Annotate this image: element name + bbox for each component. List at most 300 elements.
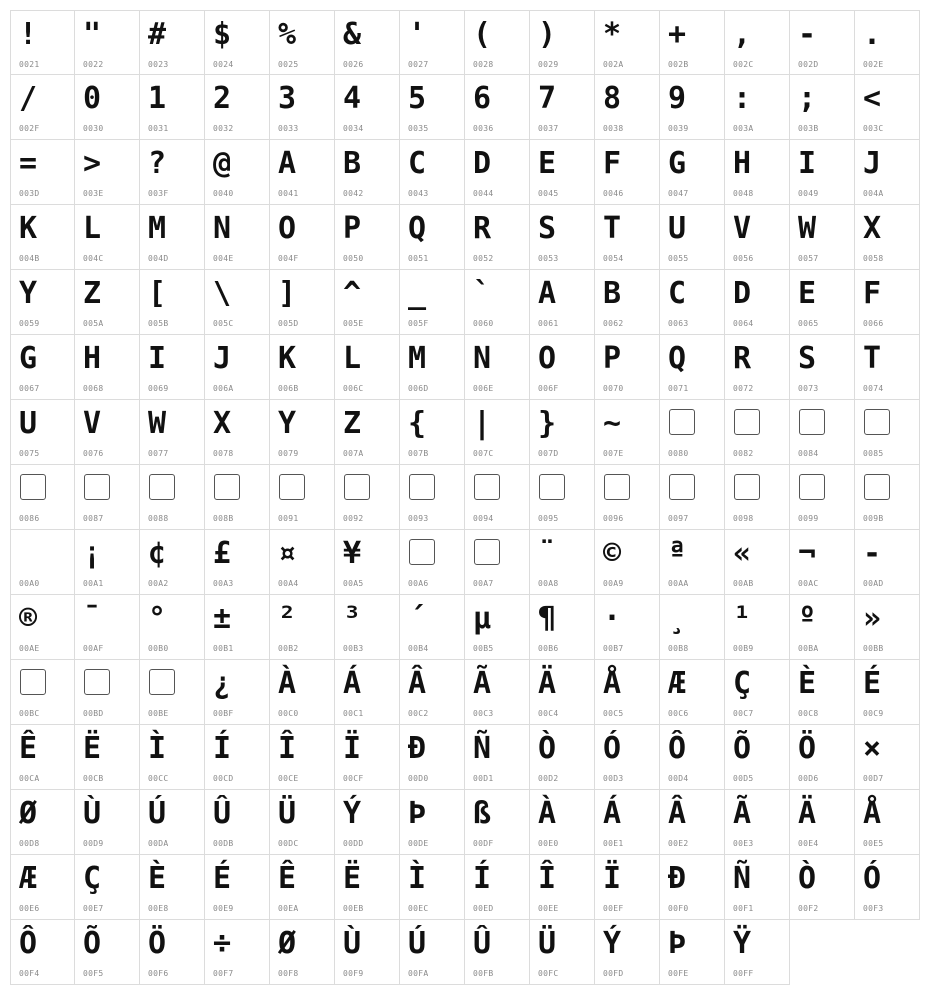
glyph-code: 00C4 [538, 709, 559, 718]
glyph-code: 0088 [148, 514, 169, 523]
glyph-cell [530, 855, 595, 920]
glyph-cell [725, 660, 790, 725]
glyph-cell [335, 400, 400, 465]
glyph-cell [855, 790, 920, 855]
glyph-code: 0073 [798, 384, 819, 393]
glyph-cell [790, 790, 855, 855]
glyph-code: 0091 [278, 514, 299, 523]
glyph-char: Q [668, 341, 687, 376]
glyph-code: 00EE [538, 904, 559, 913]
glyph-char: R [473, 211, 492, 246]
glyph-code: 00FE [668, 969, 689, 978]
glyph-char: U [668, 211, 687, 246]
glyph-char: = [19, 146, 38, 181]
glyph-cell [530, 465, 595, 530]
glyph-char: À [278, 666, 297, 701]
glyph-cell [400, 205, 465, 270]
glyph-char: ` [473, 276, 492, 311]
glyph-char: W [148, 406, 167, 441]
missing-glyph-box-icon [20, 669, 46, 695]
glyph-code: 00FB [473, 969, 494, 978]
glyph-char: + [668, 17, 687, 52]
glyph-cell [530, 400, 595, 465]
glyph-cell [75, 400, 140, 465]
glyph-cell [335, 790, 400, 855]
glyph-cell [530, 205, 595, 270]
glyph-code: 0070 [603, 384, 624, 393]
glyph-char: ; [798, 81, 817, 116]
glyph-code: 00DE [408, 839, 429, 848]
glyph-char: A [278, 146, 297, 181]
glyph-char: P [343, 211, 362, 246]
glyph-code: 00CD [213, 774, 234, 783]
glyph-char: ß [473, 796, 492, 831]
glyph-cell [855, 335, 920, 400]
glyph-char: × [863, 731, 882, 766]
glyph-char: Å [603, 666, 622, 701]
glyph-char: . [863, 17, 882, 52]
glyph-code: 00DC [278, 839, 299, 848]
glyph-cell [790, 465, 855, 530]
glyph-char: @ [213, 146, 232, 181]
glyph-cell [465, 205, 530, 270]
missing-glyph-box-icon [864, 474, 890, 500]
glyph-cell [855, 595, 920, 660]
glyph-char: Þ [408, 796, 427, 831]
glyph-cell [335, 335, 400, 400]
glyph-code: 0046 [603, 189, 624, 198]
glyph-char: ¶ [538, 601, 557, 636]
glyph-char: ¨ [538, 536, 557, 571]
glyph-char: Z [83, 276, 102, 311]
glyph-cell [465, 790, 530, 855]
glyph-char: J [213, 341, 232, 376]
glyph-char: © [603, 536, 622, 571]
glyph-char: } [538, 406, 557, 441]
glyph-char: - [863, 536, 882, 571]
glyph-cell [270, 10, 335, 75]
glyph-code: 00F4 [19, 969, 40, 978]
glyph-cell [270, 660, 335, 725]
glyph-cell [75, 75, 140, 140]
glyph-cell [790, 205, 855, 270]
glyph-code: 00A5 [343, 579, 364, 588]
glyph-char: Ê [278, 861, 297, 896]
glyph-code: 00C1 [343, 709, 364, 718]
glyph-cell [790, 725, 855, 790]
glyph-char: T [603, 211, 622, 246]
glyph-code: 009B [863, 514, 884, 523]
glyph-char: V [733, 211, 752, 246]
glyph-cell [855, 725, 920, 790]
glyph-cell [465, 595, 530, 660]
glyph-char: Ú [408, 926, 427, 961]
glyph-code: 0048 [733, 189, 754, 198]
glyph-cell [205, 10, 270, 75]
glyph-cell [790, 530, 855, 595]
glyph-cell [140, 335, 205, 400]
glyph-cell [400, 725, 465, 790]
glyph-code: 0036 [473, 124, 494, 133]
glyph-char: F [863, 276, 882, 311]
glyph-char: N [473, 341, 492, 376]
glyph-code: 0024 [213, 60, 234, 69]
glyph-char: ~ [603, 406, 622, 441]
glyph-cell [660, 530, 725, 595]
glyph-code: 005D [278, 319, 299, 328]
glyph-code: 00A2 [148, 579, 169, 588]
glyph-code: 00AB [733, 579, 754, 588]
glyph-cell [400, 140, 465, 205]
glyph-char: Ñ [733, 861, 752, 896]
glyph-code: 00A6 [408, 579, 429, 588]
glyph-code: 005F [408, 319, 429, 328]
glyph-char: B [343, 146, 362, 181]
glyph-code: 002C [733, 60, 754, 69]
glyph-cell [855, 140, 920, 205]
glyph-code: 00BF [213, 709, 234, 718]
glyph-cell [660, 465, 725, 530]
glyph-char: À [538, 796, 557, 831]
glyph-cell [400, 335, 465, 400]
glyph-cell [725, 140, 790, 205]
glyph-code: 0065 [798, 319, 819, 328]
glyph-cell [140, 920, 205, 985]
glyph-cell [595, 400, 660, 465]
glyph-cell [595, 10, 660, 75]
glyph-code: 00BD [83, 709, 104, 718]
missing-glyph-box-icon [604, 474, 630, 500]
glyph-char: Æ [19, 861, 38, 896]
glyph-cell [465, 270, 530, 335]
glyph-code: 00D3 [603, 774, 624, 783]
glyph-char: M [148, 211, 167, 246]
glyph-char: P [603, 341, 622, 376]
glyph-char: Ì [408, 861, 427, 896]
glyph-cell [10, 10, 75, 75]
glyph-cell [725, 10, 790, 75]
glyph-code: 007D [538, 449, 559, 458]
missing-glyph-box-icon [799, 409, 825, 435]
glyph-code: 00E7 [83, 904, 104, 913]
glyph-code: 0099 [798, 514, 819, 523]
glyph-code: 004A [863, 189, 884, 198]
glyph-char: ² [278, 601, 297, 636]
glyph-cell [660, 595, 725, 660]
glyph-cell [660, 75, 725, 140]
glyph-code: 002F [19, 124, 40, 133]
glyph-char: U [19, 406, 38, 441]
glyph-cell [75, 205, 140, 270]
glyph-char: < [863, 81, 882, 116]
glyph-cell [10, 205, 75, 270]
glyph-code: 003E [83, 189, 104, 198]
glyph-cell [725, 530, 790, 595]
glyph-cell [725, 75, 790, 140]
glyph-code: 002E [863, 60, 884, 69]
missing-glyph-box-icon [799, 474, 825, 500]
glyph-char: Z [343, 406, 362, 441]
glyph-code: 00FA [408, 969, 429, 978]
glyph-char: R [733, 341, 752, 376]
glyph-cell [465, 920, 530, 985]
glyph-cell [140, 140, 205, 205]
glyph-code: 0043 [408, 189, 429, 198]
glyph-code: 0021 [19, 60, 40, 69]
glyph-code: 00F6 [148, 969, 169, 978]
glyph-char: C [408, 146, 427, 181]
glyph-char: 6 [473, 81, 492, 116]
glyph-code: 0082 [733, 449, 754, 458]
glyph-cell [400, 855, 465, 920]
glyph-char: £ [213, 536, 232, 571]
glyph-code: 00C6 [668, 709, 689, 718]
glyph-code: 0059 [19, 319, 40, 328]
glyph-cell [855, 400, 920, 465]
glyph-code: 00E6 [19, 904, 40, 913]
glyph-code: 0086 [19, 514, 40, 523]
glyph-char: ¤ [278, 536, 297, 571]
glyph-code: 00DD [343, 839, 364, 848]
glyph-char: K [278, 341, 297, 376]
glyph-code: 00A8 [538, 579, 559, 588]
glyph-cell [595, 270, 660, 335]
glyph-code: 00DA [148, 839, 169, 848]
glyph-cell [140, 530, 205, 595]
glyph-code: 0023 [148, 60, 169, 69]
glyph-code: 005C [213, 319, 234, 328]
glyph-code: 00B2 [278, 644, 299, 653]
glyph-cell [660, 140, 725, 205]
glyph-code: 0096 [603, 514, 624, 523]
glyph-char: µ [473, 601, 492, 636]
glyph-char: ¿ [213, 666, 232, 701]
glyph-code: 0097 [668, 514, 689, 523]
glyph-char: N [213, 211, 232, 246]
glyph-cell [10, 595, 75, 660]
glyph-cell [270, 270, 335, 335]
glyph-char: Ä [538, 666, 557, 701]
missing-glyph-box-icon [149, 669, 175, 695]
glyph-cell [335, 270, 400, 335]
glyph-code: 007A [343, 449, 364, 458]
glyph-char: L [83, 211, 102, 246]
glyph-char: T [863, 341, 882, 376]
glyph-code: 00D9 [83, 839, 104, 848]
glyph-cell [270, 140, 335, 205]
glyph-code: 00CB [83, 774, 104, 783]
missing-glyph-box-icon [734, 409, 760, 435]
glyph-cell [270, 725, 335, 790]
glyph-code: 0092 [343, 514, 364, 523]
glyph-cell [725, 855, 790, 920]
glyph-cell [10, 270, 75, 335]
glyph-char: ¢ [148, 536, 167, 571]
glyph-char: Æ [668, 666, 687, 701]
glyph-cell [205, 595, 270, 660]
glyph-code: 005A [83, 319, 104, 328]
glyph-code: 00C0 [278, 709, 299, 718]
glyph-code: 00D6 [798, 774, 819, 783]
glyph-char: C [668, 276, 687, 311]
glyph-cell [400, 400, 465, 465]
glyph-char: Ã [733, 796, 752, 831]
glyph-cell [140, 725, 205, 790]
glyph-cell [10, 530, 75, 595]
glyph-code: 0069 [148, 384, 169, 393]
glyph-cell [530, 920, 595, 985]
glyph-cell [595, 530, 660, 595]
glyph-char: H [83, 341, 102, 376]
missing-glyph-box-icon [149, 474, 175, 500]
glyph-cell [725, 920, 790, 985]
glyph-code: 00D0 [408, 774, 429, 783]
glyph-code: 00CA [19, 774, 40, 783]
glyph-cell [75, 855, 140, 920]
glyph-code: 00CC [148, 774, 169, 783]
glyph-code: 00F5 [83, 969, 104, 978]
glyph-code: 00B3 [343, 644, 364, 653]
glyph-char: \ [213, 276, 232, 311]
glyph-char: º [798, 601, 817, 636]
glyph-code: 0045 [538, 189, 559, 198]
glyph-cell [335, 920, 400, 985]
glyph-code: 0051 [408, 254, 429, 263]
glyph-code: 0055 [668, 254, 689, 263]
glyph-code: 00EC [408, 904, 429, 913]
glyph-code: 0058 [863, 254, 884, 263]
glyph-code: 00DB [213, 839, 234, 848]
glyph-cell [855, 75, 920, 140]
glyph-code: 00B6 [538, 644, 559, 653]
glyph-char: , [733, 17, 752, 52]
glyph-cell [10, 920, 75, 985]
glyph-code: 00C5 [603, 709, 624, 718]
glyph-cell [465, 400, 530, 465]
glyph-char: 7 [538, 81, 557, 116]
glyph-char: Ù [343, 926, 362, 961]
glyph-code: 00EA [278, 904, 299, 913]
glyph-cell [205, 75, 270, 140]
glyph-char: Å [863, 796, 882, 831]
glyph-cell [10, 335, 75, 400]
glyph-cell [140, 465, 205, 530]
glyph-code: 00C3 [473, 709, 494, 718]
glyph-cell [205, 465, 270, 530]
glyph-code: 0037 [538, 124, 559, 133]
glyph-char: 8 [603, 81, 622, 116]
glyph-cell [530, 270, 595, 335]
glyph-cell [855, 270, 920, 335]
missing-glyph-box-icon [344, 474, 370, 500]
glyph-char: ' [408, 17, 427, 52]
glyph-char: O [538, 341, 557, 376]
glyph-code: 00AD [863, 579, 884, 588]
glyph-code: 005B [148, 319, 169, 328]
glyph-cell [660, 725, 725, 790]
glyph-code: 0052 [473, 254, 494, 263]
glyph-code: 00D1 [473, 774, 494, 783]
missing-glyph-box-icon [214, 474, 240, 500]
glyph-char: ¸ [668, 601, 687, 636]
glyph-cell [725, 335, 790, 400]
glyph-code: 006C [343, 384, 364, 393]
glyph-code: 00E3 [733, 839, 754, 848]
glyph-code: 00BB [863, 644, 884, 653]
glyph-code: 006B [278, 384, 299, 393]
glyph-char: ¡ [83, 536, 102, 571]
glyph-char: 1 [148, 81, 167, 116]
glyph-char: Â [668, 796, 687, 831]
glyph-cell [660, 335, 725, 400]
missing-glyph-box-icon [20, 474, 46, 500]
glyph-code: 0047 [668, 189, 689, 198]
glyph-char: ¯ [83, 601, 102, 636]
glyph-code: 0080 [668, 449, 689, 458]
glyph-char: Ð [408, 731, 427, 766]
glyph-cell [790, 595, 855, 660]
glyph-cell [270, 920, 335, 985]
glyph-char: « [733, 536, 752, 571]
glyph-code: 007C [473, 449, 494, 458]
glyph-char: ° [148, 601, 167, 636]
glyph-char: ÷ [213, 926, 232, 961]
glyph-char: & [343, 17, 362, 52]
glyph-code: 00F8 [278, 969, 299, 978]
glyph-cell [725, 205, 790, 270]
glyph-cell [75, 660, 140, 725]
glyph-code: 0040 [213, 189, 234, 198]
glyph-char: Y [19, 276, 38, 311]
glyph-code: 00ED [473, 904, 494, 913]
glyph-code: 0028 [473, 60, 494, 69]
glyph-char: 9 [668, 81, 687, 116]
glyph-code: 00B5 [473, 644, 494, 653]
glyph-char: Õ [83, 926, 102, 961]
glyph-char: | [473, 406, 492, 441]
glyph-cell [10, 790, 75, 855]
glyph-code: 0035 [408, 124, 429, 133]
glyph-cell [530, 75, 595, 140]
glyph-char: Ú [148, 796, 167, 831]
glyph-char: Ò [798, 861, 817, 896]
glyph-cell [335, 140, 400, 205]
glyph-cell [140, 400, 205, 465]
glyph-cell [465, 140, 530, 205]
glyph-cell [855, 465, 920, 530]
glyph-code: 007B [408, 449, 429, 458]
glyph-code: 0075 [19, 449, 40, 458]
glyph-code: 0033 [278, 124, 299, 133]
glyph-code: 0022 [83, 60, 104, 69]
glyph-char: Â [408, 666, 427, 701]
glyph-char: Ó [603, 731, 622, 766]
glyph-cell [140, 205, 205, 270]
glyph-table [10, 10, 920, 985]
glyph-char: Ó [863, 861, 882, 896]
missing-glyph-box-icon [409, 474, 435, 500]
glyph-char: È [798, 666, 817, 701]
glyph-char: ? [148, 146, 167, 181]
glyph-char: Ò [538, 731, 557, 766]
glyph-cell [595, 790, 660, 855]
glyph-cell [335, 205, 400, 270]
glyph-code: 00E5 [863, 839, 884, 848]
glyph-char: Ö [148, 926, 167, 961]
glyph-cell [465, 335, 530, 400]
glyph-code: 0053 [538, 254, 559, 263]
glyph-char: É [213, 861, 232, 896]
